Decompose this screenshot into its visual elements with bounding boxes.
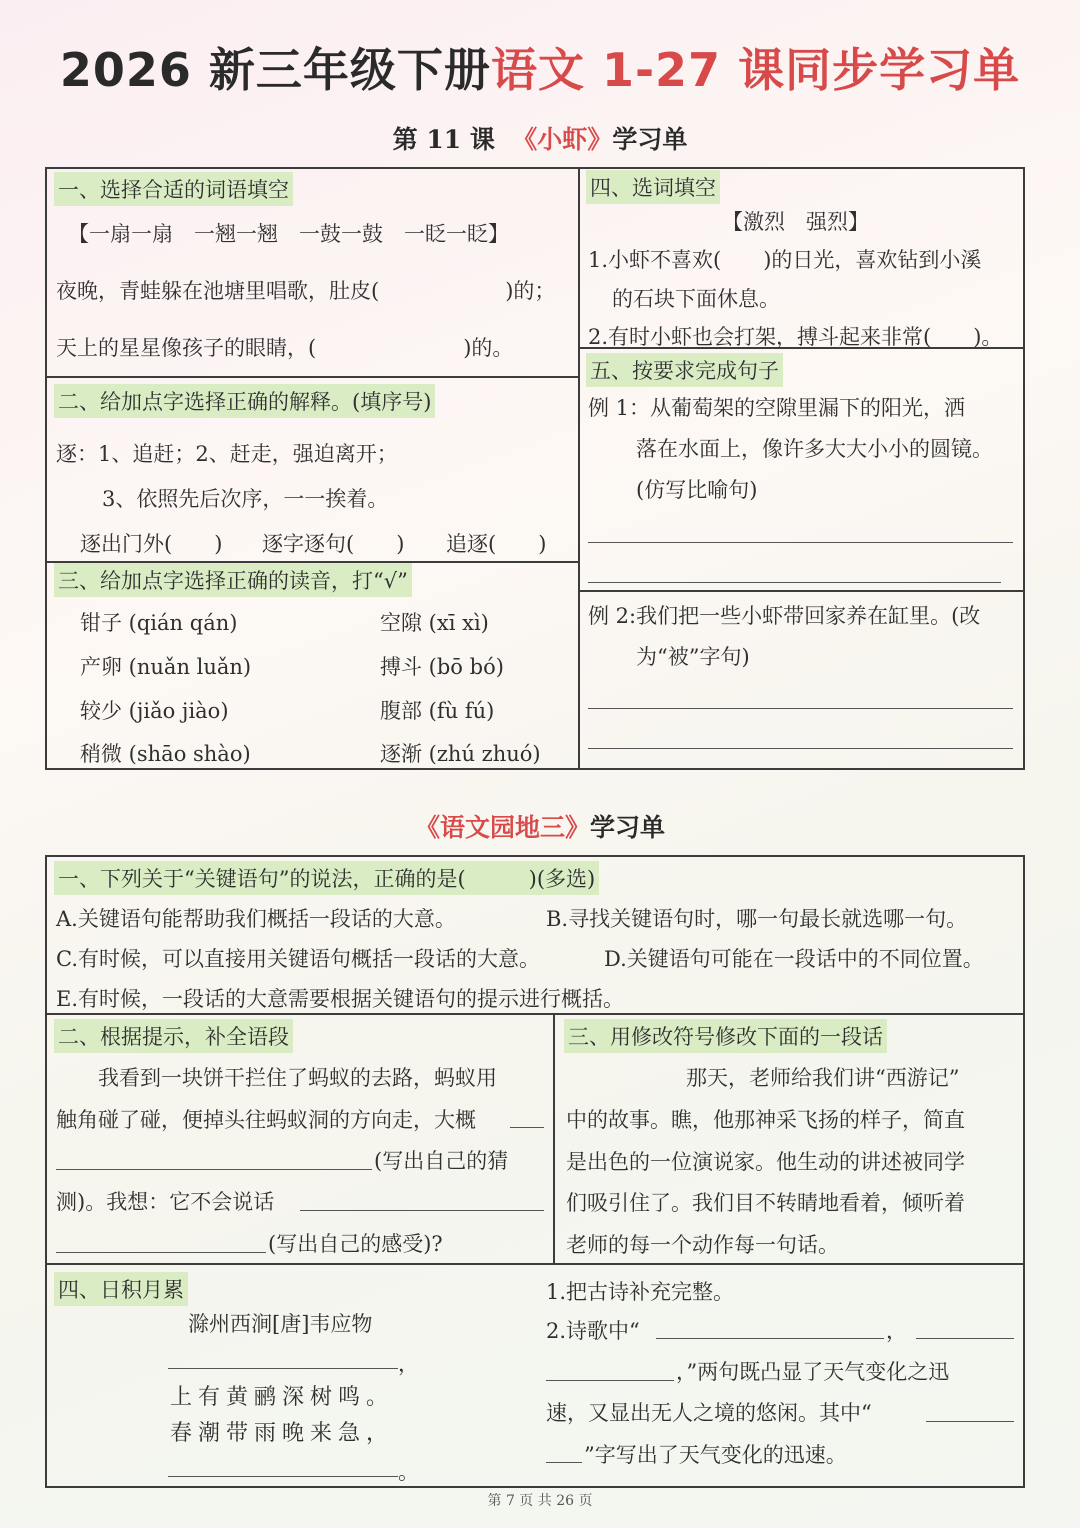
answer-line[interactable] [300, 1210, 544, 1211]
q4-item2-cont: 速，又显出无人之境的悠闲。其中“ [546, 1401, 872, 1425]
q2-line4: 测)。我想：它不会说话 [56, 1190, 275, 1214]
divider [578, 590, 1025, 592]
answer-line[interactable] [546, 1380, 674, 1381]
example2-line2: 为“被”字句) [636, 645, 750, 669]
pinyin-item: 腹部 (fù fú) [380, 699, 495, 723]
poem-punct: 。 [398, 1460, 419, 1484]
section2-heading: 二、给加点字选择正确的解释。(填序号) [54, 384, 435, 418]
divider [45, 376, 579, 378]
garden-q2-heading: 二、根据提示，补全语段 [54, 1019, 293, 1053]
garden-suffix: 学习单 [590, 813, 666, 842]
q2-line1: 我看到一块饼干拦住了蚂蚁的去路，蚂蚁用 [98, 1066, 497, 1090]
answer-line[interactable] [916, 1338, 1014, 1339]
section4-heading: 四、选词填空 [586, 170, 720, 204]
garden-subtitle [0, 808, 1080, 844]
poem-line2: 上有黄鹂深树鸣。 [170, 1385, 395, 1410]
section2-item: 逐出门外( ) [80, 532, 223, 556]
option-a: A.关键语句能帮助我们概括一段话的大意。 [56, 907, 456, 931]
example1-line2: 落在水面上，像许多大大小小的圆镜。 [636, 437, 993, 461]
q4-item1: 1.把古诗补充完整。 [546, 1280, 735, 1304]
poem-title: 滁州西涧[唐]韦应物 [188, 1312, 373, 1336]
lesson-suffix: 学习单 [612, 125, 688, 154]
divider [578, 167, 580, 770]
section4-q1-cont: 的石块下面休息。 [612, 287, 780, 311]
answer-line[interactable] [588, 748, 1013, 749]
q3-line2: 中的故事。瞧，他那神采飞扬的样子，简直 [566, 1108, 965, 1132]
pinyin-item: 空隙 (xī xì) [380, 611, 489, 635]
example1-line3: (仿写比喻句) [636, 478, 758, 502]
title-part-1: 2026 新三年级下册 [59, 43, 491, 97]
option-e: E.有时候，一段话的大意需要根据关键语句的提示进行概括。 [56, 987, 625, 1011]
q3-line5: 老师的每一个动作每一句话。 [566, 1233, 839, 1257]
lesson-name: 《小虾》 [512, 125, 613, 154]
section1-options: 【一扇一扇 一翘一翘 一鼓一鼓 一眨一眨】 [68, 222, 509, 246]
section4-options: 【激烈 强烈】 [722, 210, 869, 234]
option-c: C.有时候，可以直接用关键语句概括一段话的大意。 [56, 947, 540, 971]
answer-line[interactable] [510, 1127, 544, 1128]
answer-line[interactable] [588, 542, 1013, 543]
pinyin-item: 产卵 (nuǎn luǎn) [80, 655, 252, 679]
divider [553, 1013, 555, 1264]
answer-line[interactable] [168, 1368, 398, 1369]
garden-q4-heading: 四、日积月累 [54, 1272, 188, 1306]
section1-line2: 天上的星星像孩子的眼睛，( )的。 [56, 336, 514, 360]
lesson-subtitle [0, 120, 1080, 156]
pinyin-item: 搏斗 (bō bó) [380, 655, 504, 679]
garden-q3-heading: 三、用修改符号修改下面的一段话 [564, 1019, 887, 1053]
q4-item2-cont: ”字写出了天气变化的迅速。 [584, 1443, 847, 1467]
option-b: B.寻找关键语句时，哪一句最长就选哪一句。 [546, 907, 968, 931]
q3-line4: 们吸引住了。我们目不转睛地看着，倾听着 [566, 1191, 965, 1215]
q4-item2: 2.诗歌中“ [546, 1319, 640, 1343]
divider [45, 1263, 1025, 1265]
pinyin-item: 钳子 (qián qán) [80, 611, 238, 635]
answer-line[interactable] [56, 1169, 372, 1170]
poem-punct: ， [398, 1352, 419, 1376]
answer-line[interactable] [588, 582, 1001, 583]
pinyin-item: 较少 (jiǎo jiào) [80, 699, 229, 723]
poem-line3: 春潮带雨晚来急， [170, 1421, 395, 1446]
q4-item2-cont: ，”两句既凸显了天气变化之迅 [676, 1360, 950, 1384]
answer-line[interactable] [168, 1476, 398, 1477]
q4-punct: ， [886, 1319, 907, 1343]
answer-line[interactable] [56, 1252, 266, 1253]
title-part-2: 语文 1-27 课同步学习单 [490, 43, 1021, 97]
q2-line5: (写出自己的感受)? [268, 1232, 443, 1256]
page-number: 第 7 页 共 26 页 [487, 1493, 593, 1509]
page-title [0, 34, 1080, 100]
section5-heading: 五、按要求完成句子 [586, 353, 783, 387]
answer-line[interactable] [588, 708, 1013, 709]
section4-q2: 2.有时小虾也会打架，搏斗起来非常( )。 [588, 325, 1003, 349]
q3-line3: 是出色的一位演说家。他生动的讲述被同学 [566, 1150, 965, 1174]
answer-line[interactable] [656, 1338, 884, 1339]
option-d: D.关键语句可能在一段话中的不同位置。 [604, 947, 984, 971]
garden-name: 《语文园地三》 [414, 813, 590, 842]
answer-line[interactable] [926, 1421, 1014, 1422]
example1-line1: 例 1：从葡萄架的空隙里漏下的阳光，洒 [588, 396, 966, 420]
q2-line2: 触角碰了碰，便掉头往蚂蚁洞的方向走，大概 [56, 1108, 476, 1132]
section1-heading: 一、选择合适的词语填空 [54, 172, 293, 206]
section3-heading: 三、给加点字选择正确的读音，打“√” [54, 563, 412, 597]
divider [45, 1013, 1025, 1015]
lesson-number: 第 11 课 [392, 125, 495, 154]
pinyin-item: 稍微 (shāo shào) [80, 742, 251, 766]
q3-line1: 那天，老师给我们讲“西游记” [686, 1066, 960, 1090]
garden-q1-heading: 一、下列关于“关键语句”的说法，正确的是( )(多选) [54, 861, 599, 895]
section2-line1: 逐：1、追赶；2、赶走，强迫离开； [56, 442, 398, 466]
section2-item: 追逐( ) [446, 532, 547, 556]
answer-line[interactable] [546, 1462, 582, 1463]
q2-line3: (写出自己的猜 [374, 1149, 509, 1173]
section2-item: 逐字逐句( ) [262, 532, 405, 556]
section1-line1: 夜晚，青蛙躲在池塘里唱歌，肚皮( )的； [56, 279, 556, 303]
example2-line1: 例 2:我们把一些小虾带回家养在缸里。(改 [588, 604, 981, 628]
section2-line2: 3、依照先后次序，一一挨着。 [102, 487, 389, 511]
pinyin-item: 逐渐 (zhú zhuó) [380, 742, 541, 766]
section4-q1: 1.小虾不喜欢( )的日光，喜欢钻到小溪 [588, 248, 982, 272]
